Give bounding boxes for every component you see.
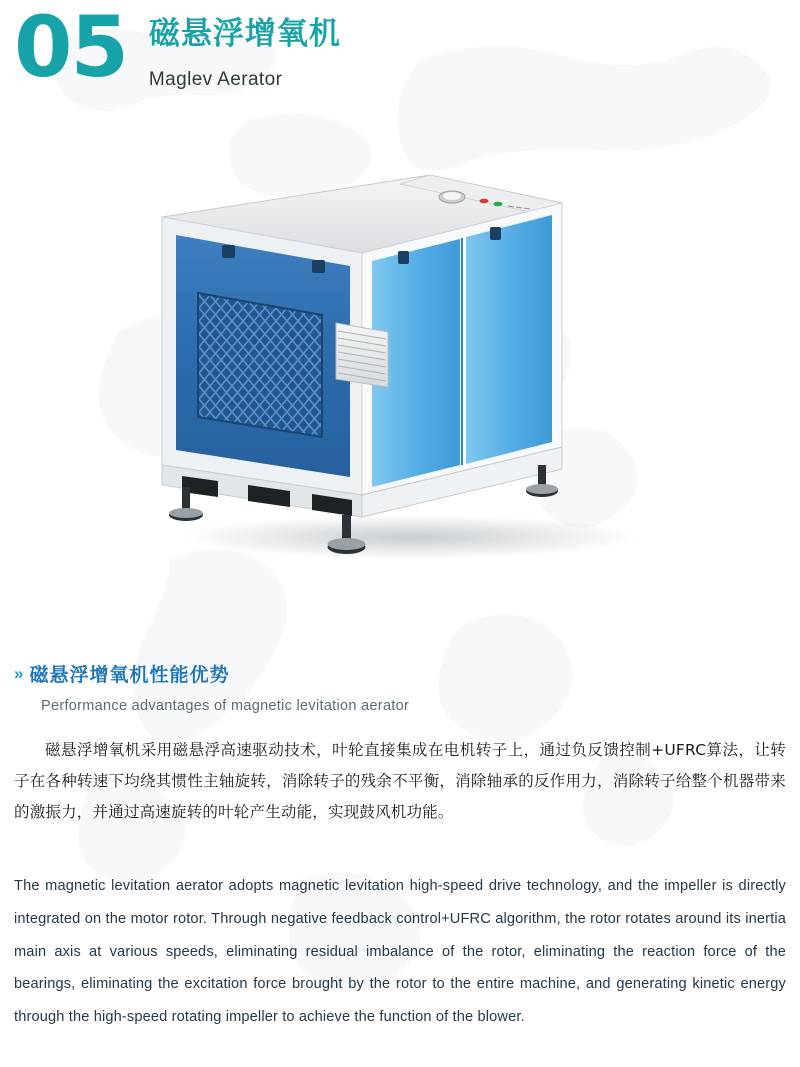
body-paragraph-cn: 磁悬浮增氧机采用磁悬浮高速驱动技术，叶轮直接集成在电机转子上，通过负反馈控制+UFRC算法，让转子在各种转速下均绕其惯性主轴旋转，消除转子的残余不平衡，消除轴承的反作用力，消除转子给整个机器带来的激振力，并通过高速旋转的叶轮产生动能，实现鼓风机功能。 bbox=[14, 741, 786, 821]
section-title-cn: 磁悬浮增氧机性能优势 bbox=[29, 664, 230, 686]
section-title-en: Performance advantages of magnetic levitation aerator bbox=[41, 698, 410, 714]
performance-section-heading bbox=[14, 660, 786, 714]
double-chevron-right-icon: » bbox=[14, 664, 21, 683]
page-title-en: Maglev Aerator bbox=[148, 69, 283, 91]
section-number: 05 bbox=[14, 0, 127, 96]
product-photo bbox=[100, 165, 720, 585]
body-paragraph-en: The magnetic levitation aerator adopts magnetic levitation high-speed drive technology, and the impeller is directly integrated on the motor rotor. Through negative feedback control+UFRC algorithm, the rotor rotates around its inertia main axis at various speeds, eliminating residual imbalance of the rotor, eliminating the reaction force of the bearings, eliminating the excitation force brought by the rotor to the entire machine, and generating kinetic energy through the high-speed rotating impeller to achieve the function of the blower. bbox=[14, 878, 786, 1026]
page-header bbox=[0, 0, 800, 130]
section-heading-row bbox=[14, 660, 786, 687]
page-title-cn: 磁悬浮增氧机 bbox=[148, 16, 341, 52]
header-titles bbox=[149, 8, 341, 91]
